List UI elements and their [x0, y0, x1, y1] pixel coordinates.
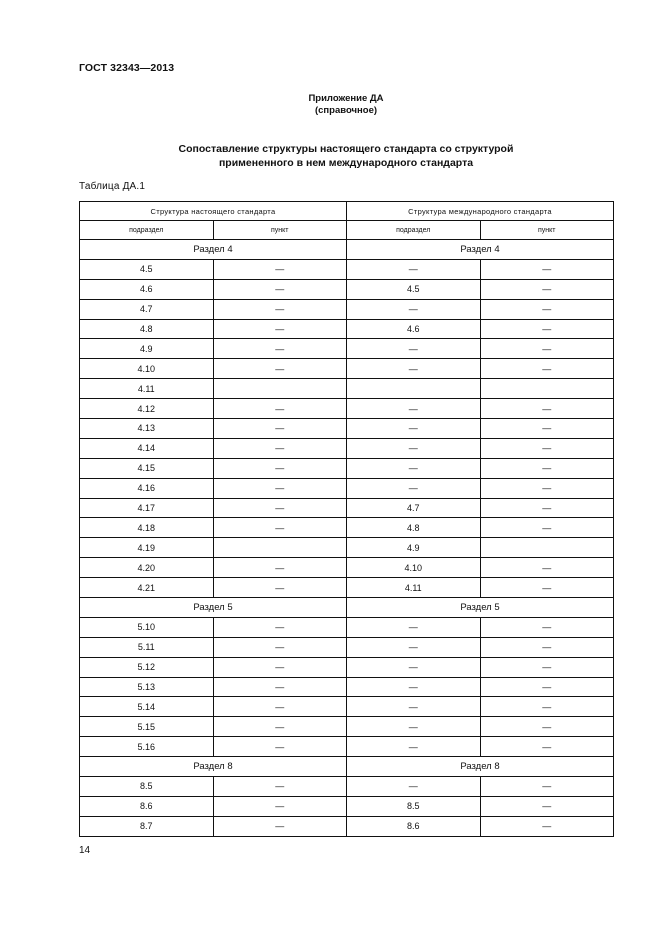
section-cell: Раздел 5 — [347, 598, 614, 618]
table-cell: — — [213, 617, 347, 637]
table-row — [80, 478, 614, 498]
table-cell: — — [347, 697, 481, 717]
table-cell: 4.18 — [80, 518, 214, 538]
comparison-table — [79, 201, 614, 837]
document-title — [0, 142, 661, 170]
table-cell: — — [480, 578, 614, 598]
table-row — [80, 796, 614, 816]
table-cell: — — [480, 458, 614, 478]
table-cell: — — [480, 299, 614, 319]
table-cell: — — [480, 816, 614, 836]
table-cell: — — [213, 339, 347, 359]
table-cell: — — [347, 438, 481, 458]
appendix-subtitle: (справочное) — [314, 105, 378, 116]
table-cell: — — [213, 279, 347, 299]
table-row — [80, 816, 614, 836]
table-cell: 4.15 — [80, 458, 214, 478]
table-cell: 4.8 — [347, 518, 481, 538]
table-cell — [480, 379, 614, 399]
table-cell: — — [347, 717, 481, 737]
table-cell: 5.13 — [80, 677, 214, 697]
table-cell: — — [213, 419, 347, 439]
table-row — [80, 737, 614, 757]
table-cell: 4.10 — [347, 558, 481, 578]
table-cell: — — [213, 697, 347, 717]
page-number: 14 — [79, 845, 91, 856]
table-cell: — — [480, 359, 614, 379]
table-cell: — — [213, 637, 347, 657]
table-cell: — — [213, 777, 347, 797]
table-row — [80, 359, 614, 379]
table-row — [80, 518, 614, 538]
table-cell: — — [480, 737, 614, 757]
table-cell: — — [480, 637, 614, 657]
table-cell: — — [347, 737, 481, 757]
table-cell: — — [213, 717, 347, 737]
table-cell: — — [213, 558, 347, 578]
table-cell: — — [480, 279, 614, 299]
table-cell: — — [213, 498, 347, 518]
table-cell: 8.6 — [80, 796, 214, 816]
comparison-table-body — [80, 202, 614, 837]
appendix-heading — [0, 93, 661, 117]
sub-header-cell: пункт — [213, 221, 347, 240]
sub-header-row — [80, 221, 614, 240]
table-cell: — — [480, 518, 614, 538]
table-cell: — — [480, 558, 614, 578]
group-header-row — [80, 202, 614, 221]
appendix-title: Приложение ДА — [308, 93, 384, 104]
table-cell: — — [213, 478, 347, 498]
table-cell — [347, 379, 481, 399]
document-title-line-1: Сопоставление структуры настоящего стандарта со структурой — [178, 143, 514, 155]
table-row — [80, 717, 614, 737]
section-row — [80, 757, 614, 777]
table-cell: — — [213, 518, 347, 538]
table-cell: 8.6 — [347, 816, 481, 836]
table-cell: — — [213, 737, 347, 757]
table-cell: — — [480, 796, 614, 816]
sub-header-cell: подраздел — [347, 221, 481, 240]
table-cell: — — [213, 319, 347, 339]
table-row — [80, 438, 614, 458]
table-cell: — — [480, 657, 614, 677]
table-cell: — — [347, 637, 481, 657]
table-caption: Таблица ДА.1 — [79, 181, 146, 192]
table-cell: 4.13 — [80, 419, 214, 439]
table-cell: — — [347, 359, 481, 379]
table-cell: 5.10 — [80, 617, 214, 637]
table-cell: — — [347, 259, 481, 279]
table-cell: — — [347, 339, 481, 359]
table-cell: — — [480, 717, 614, 737]
section-row — [80, 598, 614, 618]
table-cell: 4.21 — [80, 578, 214, 598]
table-row — [80, 498, 614, 518]
table-cell: — — [347, 458, 481, 478]
table-cell: 4.7 — [80, 299, 214, 319]
sub-header-cell: пункт — [480, 221, 614, 240]
table-row — [80, 299, 614, 319]
table-cell: 4.6 — [80, 279, 214, 299]
table-cell: — — [213, 677, 347, 697]
table-row — [80, 677, 614, 697]
table-cell: 4.11 — [80, 379, 214, 399]
table-row — [80, 399, 614, 419]
table-cell: 5.15 — [80, 717, 214, 737]
table-cell — [213, 379, 347, 399]
table-row — [80, 279, 614, 299]
table-row — [80, 339, 614, 359]
document-title-line-2: примененного в нем международного стандарта — [218, 157, 474, 169]
section-cell: Раздел 8 — [80, 757, 347, 777]
table-cell: 4.8 — [80, 319, 214, 339]
standard-code: ГОСТ 32343—2013 — [79, 62, 175, 74]
table-cell: — — [213, 796, 347, 816]
table-cell: 8.7 — [80, 816, 214, 836]
section-cell: Раздел 8 — [347, 757, 614, 777]
sub-header-cell: подраздел — [80, 221, 214, 240]
group-header-international: Структура международного стандарта — [347, 202, 614, 221]
group-header-national: Структура настоящего стандарта — [80, 202, 347, 221]
table-row — [80, 379, 614, 399]
table-cell: — — [480, 339, 614, 359]
section-cell: Раздел 5 — [80, 598, 347, 618]
table-cell: 4.14 — [80, 438, 214, 458]
table-cell: 4.9 — [347, 538, 481, 558]
table-cell: — — [480, 617, 614, 637]
table-cell: 5.12 — [80, 657, 214, 677]
table-cell: — — [480, 677, 614, 697]
table-cell: 4.6 — [347, 319, 481, 339]
table-cell: 4.12 — [80, 399, 214, 419]
table-cell: — — [213, 578, 347, 598]
table-row — [80, 657, 614, 677]
table-cell: 5.11 — [80, 637, 214, 657]
table-cell: 4.11 — [347, 578, 481, 598]
table-row — [80, 777, 614, 797]
table-cell: 5.16 — [80, 737, 214, 757]
section-cell: Раздел 4 — [347, 240, 614, 260]
table-cell — [213, 538, 347, 558]
section-row — [80, 240, 614, 260]
table-cell: — — [213, 399, 347, 419]
table-cell: — — [347, 419, 481, 439]
table-cell: 5.14 — [80, 697, 214, 717]
table-cell: — — [480, 697, 614, 717]
table-cell: — — [480, 438, 614, 458]
table-cell: — — [480, 419, 614, 439]
table-cell: 8.5 — [347, 796, 481, 816]
table-cell: 4.20 — [80, 558, 214, 578]
table-cell: 4.9 — [80, 339, 214, 359]
table-cell: — — [480, 259, 614, 279]
section-cell: Раздел 4 — [80, 240, 347, 260]
table-cell: — — [213, 816, 347, 836]
table-row — [80, 259, 614, 279]
table-row — [80, 637, 614, 657]
table-cell: — — [347, 777, 481, 797]
table-cell: — — [347, 399, 481, 419]
table-cell: — — [480, 399, 614, 419]
table-cell: — — [213, 458, 347, 478]
table-row — [80, 319, 614, 339]
table-cell: — — [347, 478, 481, 498]
table-cell: — — [347, 299, 481, 319]
table-cell: 4.17 — [80, 498, 214, 518]
table-row — [80, 458, 614, 478]
table-cell: 4.5 — [347, 279, 481, 299]
table-cell: — — [213, 359, 347, 379]
table-row — [80, 538, 614, 558]
table-cell: 4.16 — [80, 478, 214, 498]
table-row — [80, 578, 614, 598]
table-cell: 8.5 — [80, 777, 214, 797]
table-cell: 4.5 — [80, 259, 214, 279]
table-cell: — — [213, 259, 347, 279]
table-cell: — — [480, 498, 614, 518]
table-cell: — — [480, 777, 614, 797]
table-cell: 4.7 — [347, 498, 481, 518]
table-row — [80, 419, 614, 439]
table-row — [80, 617, 614, 637]
table-cell — [480, 538, 614, 558]
table-cell: 4.10 — [80, 359, 214, 379]
table-cell: — — [213, 438, 347, 458]
table-cell: — — [213, 299, 347, 319]
table-row — [80, 558, 614, 578]
table-cell: 4.19 — [80, 538, 214, 558]
table-cell: — — [347, 657, 481, 677]
table-cell: — — [213, 657, 347, 677]
table-cell: — — [480, 319, 614, 339]
table-row — [80, 697, 614, 717]
table-cell: — — [347, 677, 481, 697]
table-cell: — — [347, 617, 481, 637]
table-cell: — — [480, 478, 614, 498]
